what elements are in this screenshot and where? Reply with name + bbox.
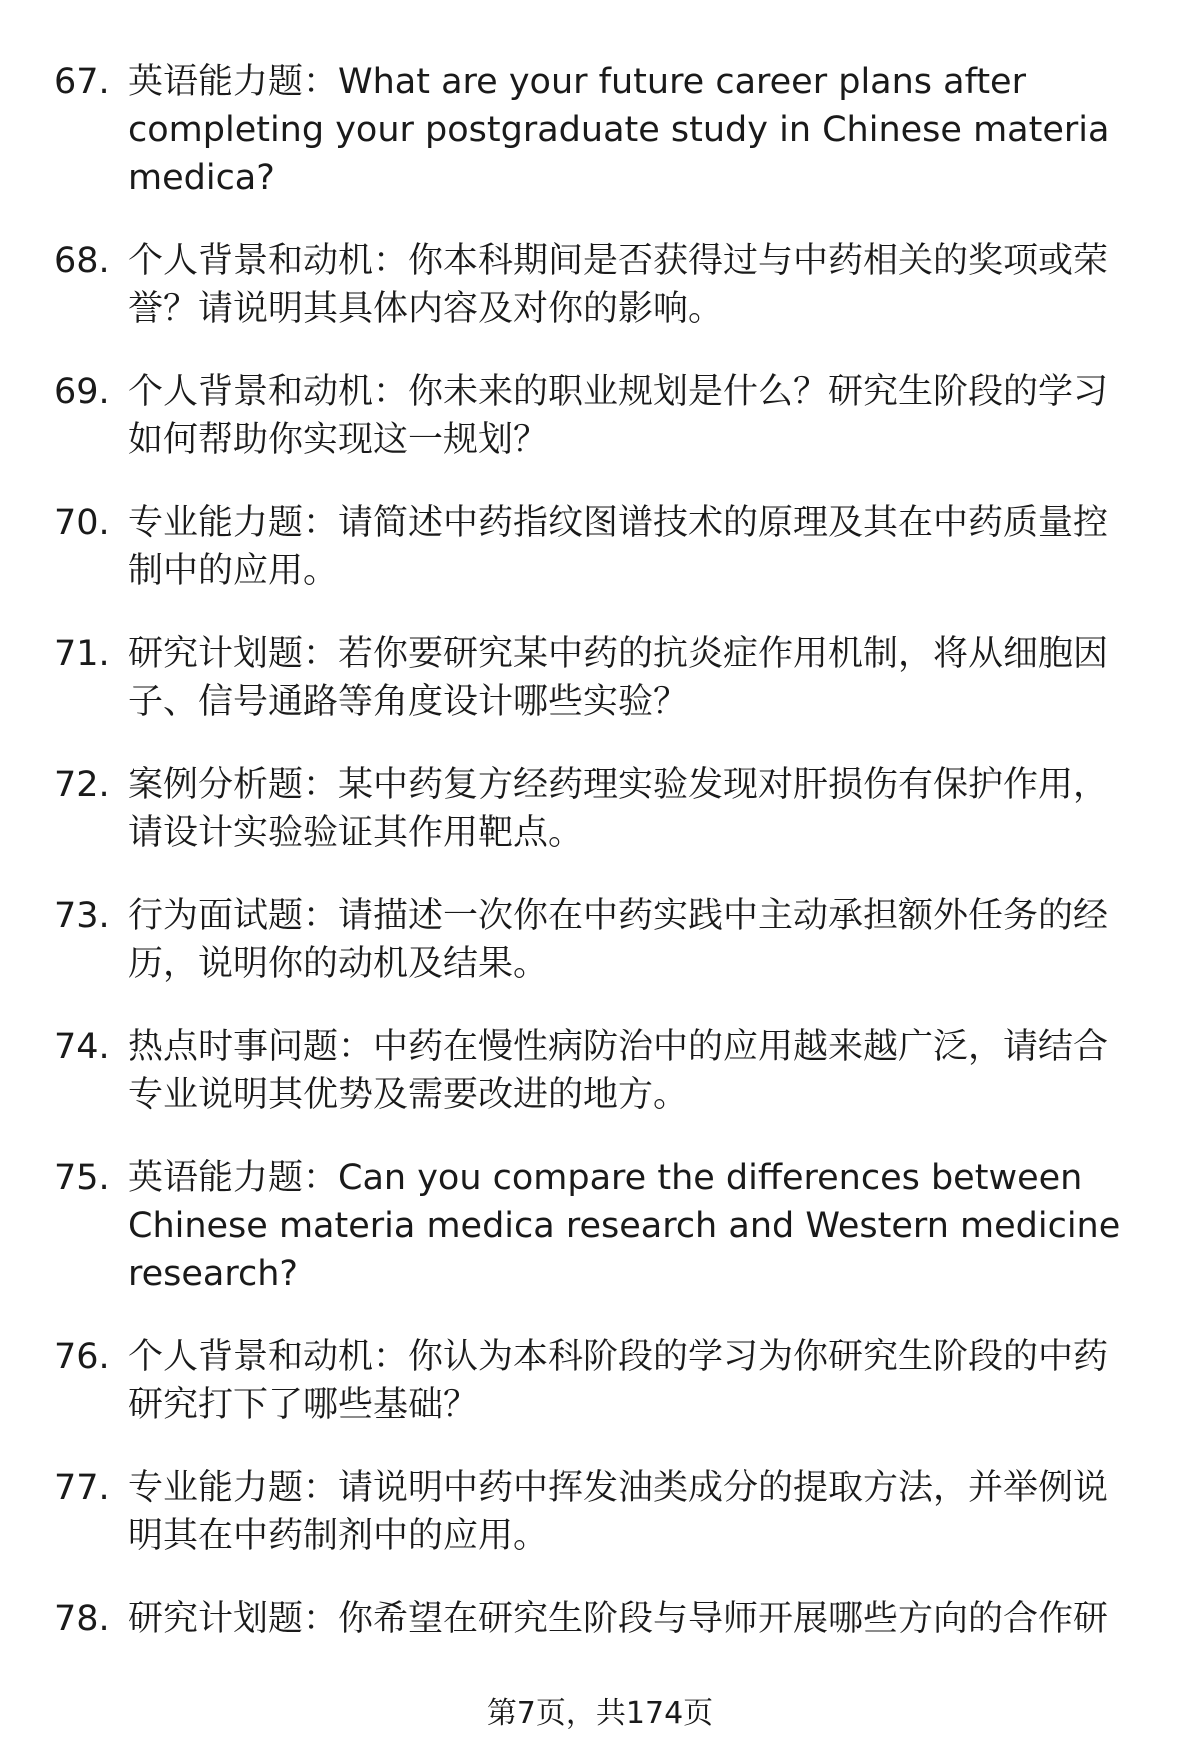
question-category: 研究计划题： — [128, 1599, 339, 1639]
question-category: 个人背景和动机： — [128, 241, 409, 281]
question-category: 行为面试题： — [128, 896, 339, 936]
question-item — [0, 1595, 1200, 1643]
question-item — [0, 499, 1200, 595]
question-category: 热点时事问题： — [128, 1027, 374, 1067]
question-number: 78. — [54, 1599, 110, 1639]
question-number: 76. — [54, 1337, 110, 1377]
question-number: 74. — [54, 1027, 110, 1067]
question-number: 71. — [54, 634, 110, 674]
question-category: 专业能力题： — [128, 503, 339, 543]
question-item — [0, 1023, 1200, 1119]
question-text: 请描述一次你在中药实践中主动承担额外任务的经历，说明你的动机及结果。 — [128, 896, 1109, 984]
question-number: 77. — [54, 1468, 110, 1508]
question-item — [0, 761, 1200, 857]
page-footer: 第7页，共174页 — [486, 1696, 714, 1731]
question-number: 70. — [54, 503, 110, 543]
question-item — [0, 58, 1200, 202]
question-list — [0, 58, 1200, 1678]
question-text: 你本科期间是否获得过与中药相关的奖项或荣誉？请说明其具体内容及对你的影响。 — [128, 241, 1109, 329]
question-text: Can you compare the differences between Chinese materia medica research and Western medicine research? — [128, 1158, 1121, 1294]
question-number: 68. — [54, 241, 110, 281]
question-text: 请简述中药指纹图谱技术的原理及其在中药质量控制中的应用。 — [128, 503, 1109, 591]
question-number: 73. — [54, 896, 110, 936]
question-category: 专业能力题： — [128, 1468, 339, 1508]
question-text: 中药在慢性病防治中的应用越来越广泛，请结合专业说明其优势及需要改进的地方。 — [128, 1027, 1109, 1115]
question-number: 69. — [54, 372, 110, 412]
question-category: 案例分析题： — [128, 765, 339, 805]
question-number: 75. — [54, 1158, 110, 1198]
question-text: 你认为本科阶段的学习为你研究生阶段的中药研究打下了哪些基础？ — [128, 1337, 1109, 1425]
question-text: 某中药复方经药理实验发现对肝损伤有保护作用，请设计实验验证其作用靶点。 — [128, 765, 1109, 853]
question-item — [0, 368, 1200, 464]
question-text: What are your future career plans after completing your postgraduate study in Chinese materia medica? — [128, 62, 1110, 198]
question-item — [0, 892, 1200, 988]
question-number: 67. — [54, 62, 110, 102]
question-category: 研究计划题： — [128, 634, 339, 674]
question-text: 你希望在研究生阶段与导师开展哪些方向的合作研 — [338, 1599, 1109, 1639]
question-item — [0, 1154, 1200, 1298]
question-number: 72. — [54, 765, 110, 805]
question-item — [0, 1333, 1200, 1429]
question-text: 若你要研究某中药的抗炎症作用机制，将从细胞因子、信号通路等角度设计哪些实验？ — [128, 634, 1109, 722]
question-category: 个人背景和动机： — [128, 372, 409, 412]
question-text: 请说明中药中挥发油类成分的提取方法，并举例说明其在中药制剂中的应用。 — [128, 1468, 1109, 1556]
question-category: 英语能力题： — [128, 62, 339, 102]
question-item — [0, 630, 1200, 726]
question-item — [0, 1464, 1200, 1560]
question-text: 你未来的职业规划是什么？研究生阶段的学习如何帮助你实现这一规划？ — [128, 372, 1109, 460]
question-category: 英语能力题： — [128, 1158, 339, 1198]
question-item — [0, 237, 1200, 333]
question-category: 个人背景和动机： — [128, 1337, 409, 1377]
